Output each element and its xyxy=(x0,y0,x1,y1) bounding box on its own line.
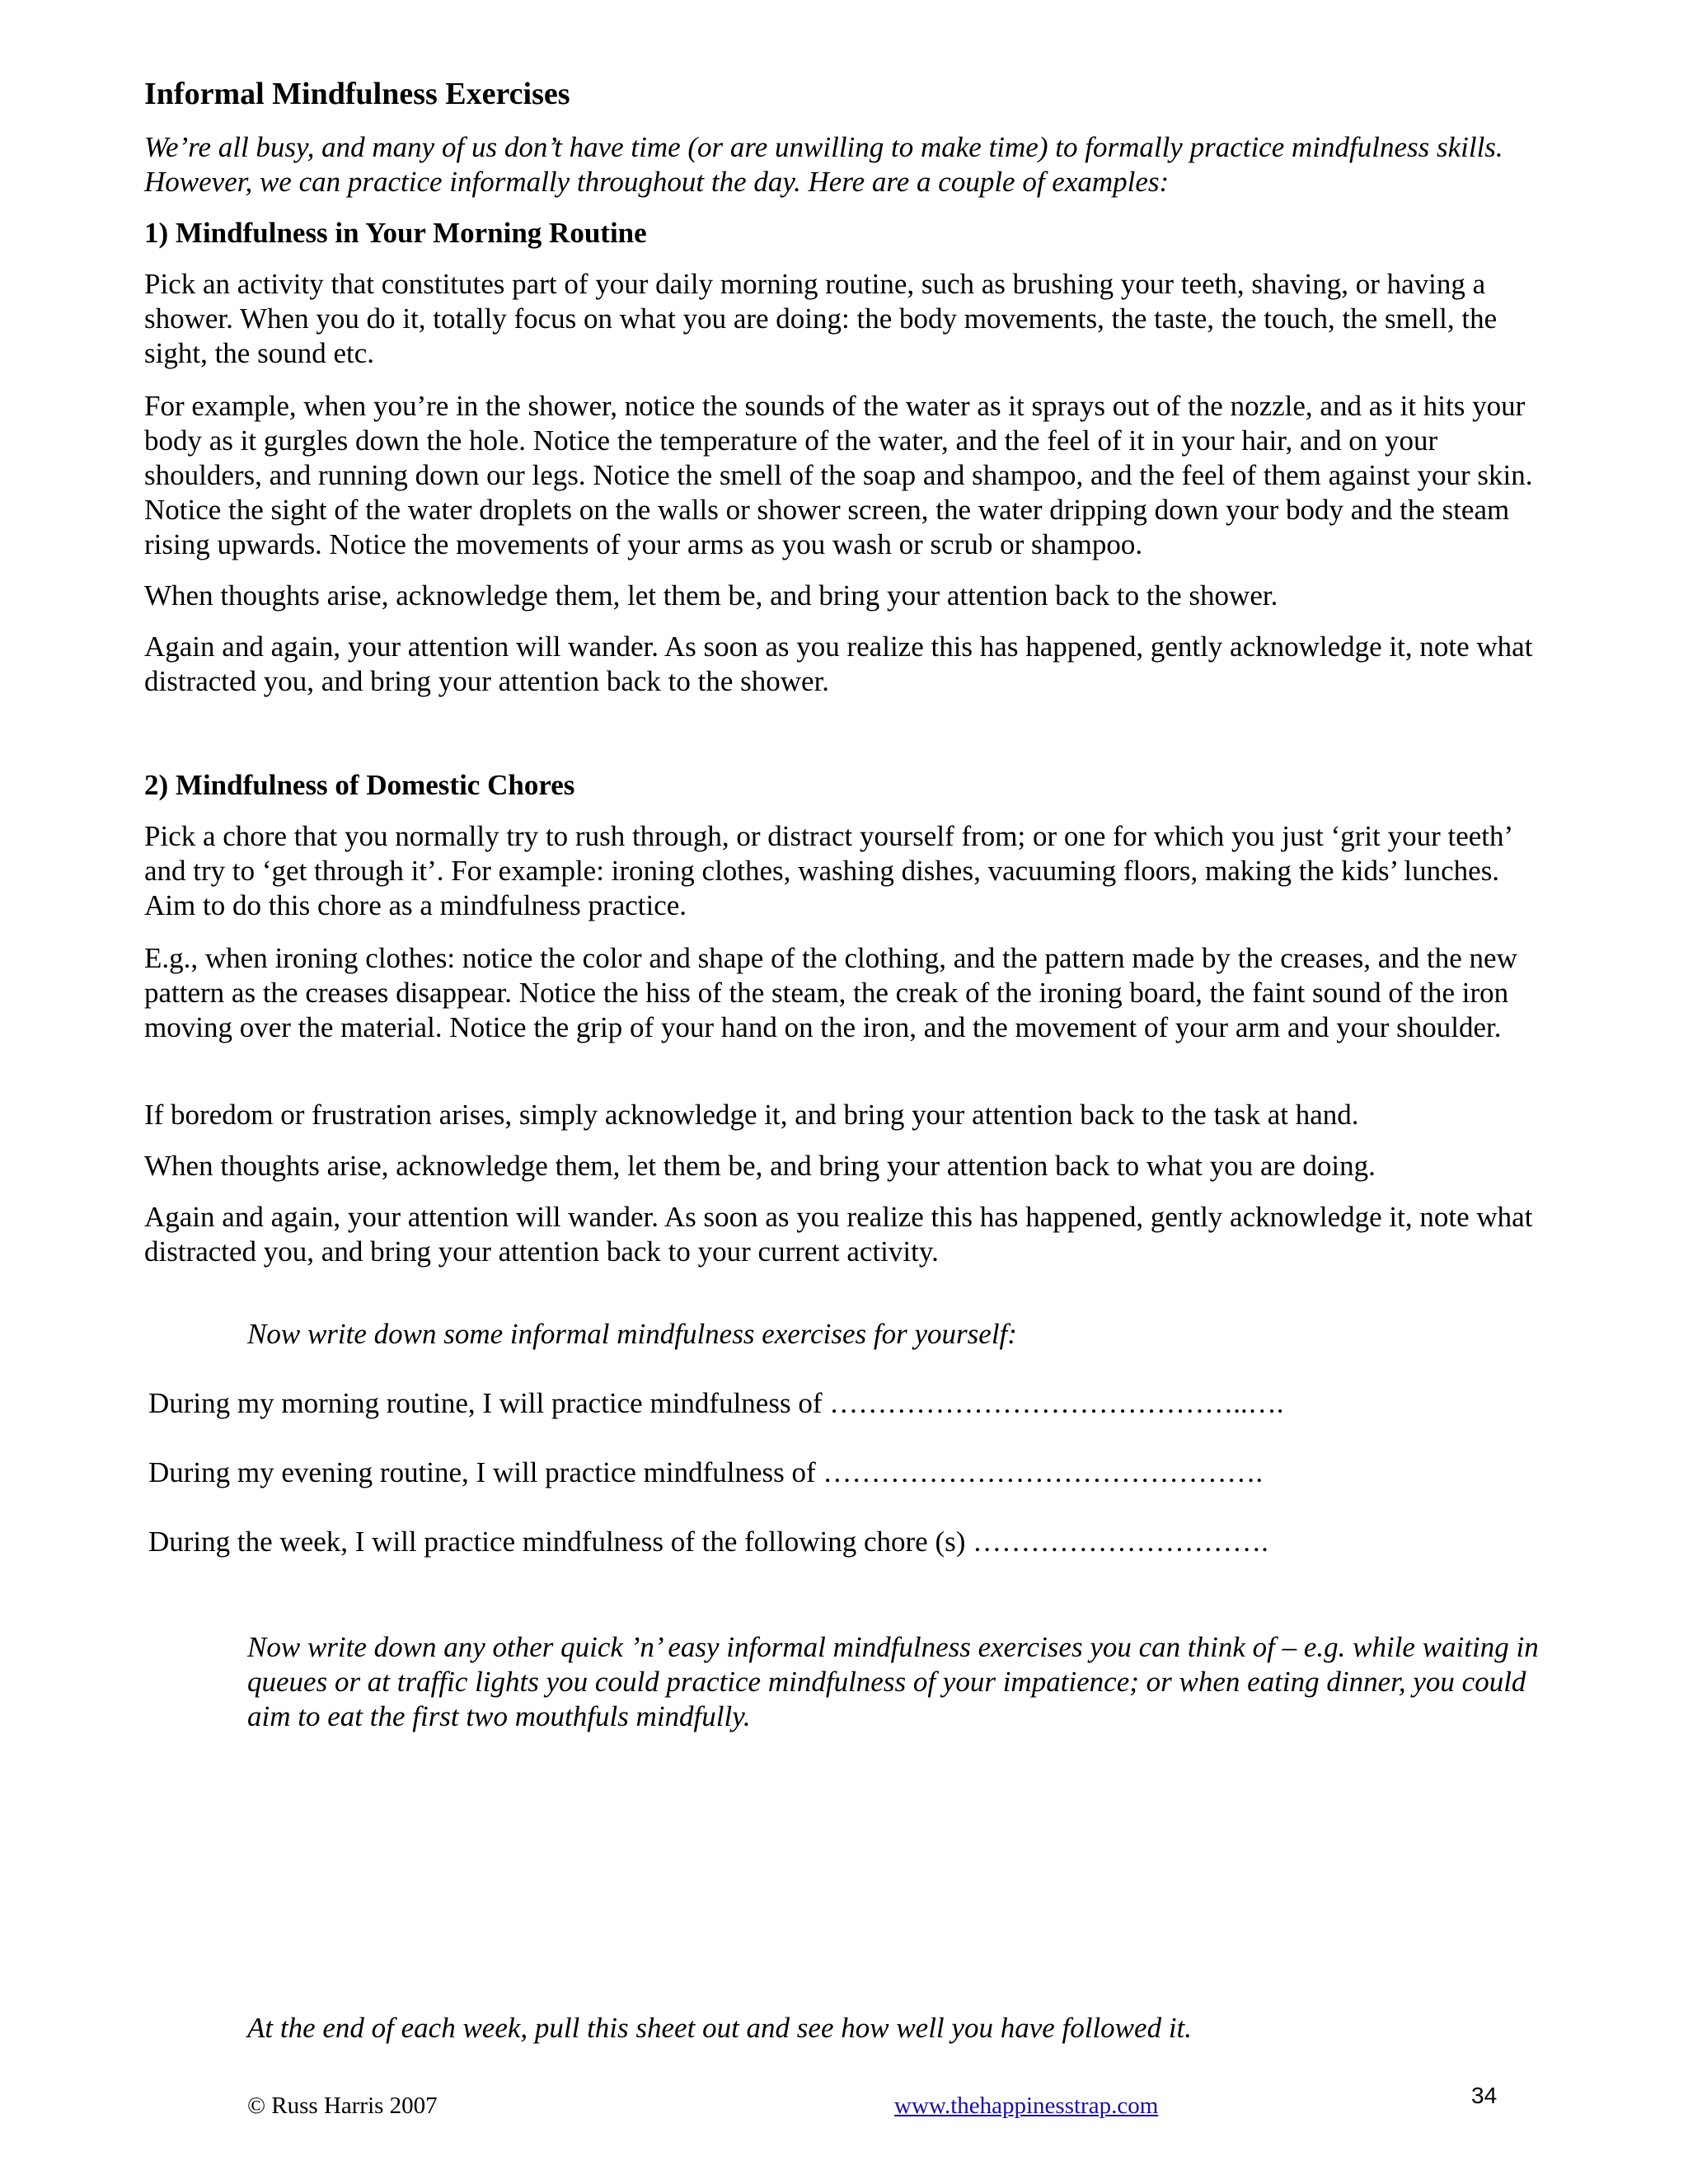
exercise-prompt: Now write down some informal mindfulness exercises for yourself: xyxy=(247,1318,1017,1350)
fill-in-line-evening: During my evening routine, I will practice mindfulness of ………………………………………. xyxy=(148,1456,1264,1488)
section-1-paragraph: When thoughts arise, acknowledge them, let them be, and bring your attention back to the shower. xyxy=(144,579,1278,612)
section-2-paragraph: If boredom or frustration arises, simply acknowledge it, and bring your attention back to the task at hand. xyxy=(144,1099,1359,1131)
section-1-paragraph: Again and again, your attention will wander. As soon as you realize this has happened, gently acknowledge it, note what distracted you, and bring your attention back to the shower. xyxy=(144,630,1533,697)
page-number: 34 xyxy=(1471,2083,1498,2108)
intro-text: We’re all busy, and many of us don’t have time (or are unwilling to make time) to formally practice mindfulness skills. However, we can practice informally throughout the day. Here are a couple of examples: xyxy=(144,131,1503,198)
page-title: Informal Mindfulness Exercises xyxy=(144,77,570,111)
footer-copyright: © Russ Harris 2007 xyxy=(247,2093,438,2119)
section-2-heading: 2) Mindfulness of Domestic Chores xyxy=(144,769,575,801)
closing-note: At the end of each week, pull this sheet out and see how well you have followed it. xyxy=(247,2012,1193,2044)
section-1-paragraph: Pick an activity that constitutes part of your daily morning routine, such as brushing your teeth, shaving, or having a shower. When you do it, totally focus on what you are doing: the body movements, the taste, the touch, the smell, the sight, the sound etc. xyxy=(144,268,1498,369)
section-2-paragraph: Pick a chore that you normally try to rush through, or distract yourself from; or one for which you just ‘grit your teeth’ and try to ‘get through it’. For example: ironing clothes, washing dishes, vacuuming floors, making the kids’ lunches. Aim to do this chore as a mindfulness practice. xyxy=(144,820,1512,921)
footer-website-link[interactable]: www.thehappinesstrap.com xyxy=(894,2093,1159,2119)
other-exercises-prompt: Now write down any other quick ’n’ easy informal mindfulness exercises you can think of – e.g. while waiting in queues or at traffic lights you could practice mindfulness of your impatience; or when eating dinner, you could aim to eat the first two mouthfuls mindfully. xyxy=(247,1631,1539,1732)
section-2-paragraph: When thoughts arise, acknowledge them, let them be, and bring your attention back to what you are doing. xyxy=(144,1150,1376,1182)
section-2-paragraph: E.g., when ironing clothes: notice the color and shape of the clothing, and the pattern made by the creases, and the new pattern as the creases disappear. Notice the hiss of the steam, the creak of the ironing board, the faint sound of the iron moving over the material. Notice the grip of your hand on the iron, and the movement of your arm and your shoulder. xyxy=(144,942,1517,1043)
section-1-heading: 1) Mindfulness in Your Morning Routine xyxy=(144,217,647,249)
fill-in-line-chores: During the week, I will practice mindfulness of the following chore (s) …………………………. xyxy=(148,1526,1268,1558)
section-1-paragraph: For example, when you’re in the shower, notice the sounds of the water as it sprays out of the nozzle, and as it hits your body as it gurgles down the hole. Notice the temperature of the water, and the feel of it in your hair, and on your shoulders, and running down our legs. Notice the smell of the soap and shampoo, and the feel of them against your skin. Notice the sight of the water droplets on the walls or shower screen, the water dripping down your body and the steam rising upwards. Notice the movements of your arms as you wash or scrub or shampoo. xyxy=(144,390,1533,560)
section-2-paragraph: Again and again, your attention will wander. As soon as you realize this has happened, gently acknowledge it, note what distracted you, and bring your attention back to your current activity. xyxy=(144,1201,1533,1268)
fill-in-line-morning: During my morning routine, I will practice mindfulness of ……………………………………..…. xyxy=(148,1387,1284,1419)
